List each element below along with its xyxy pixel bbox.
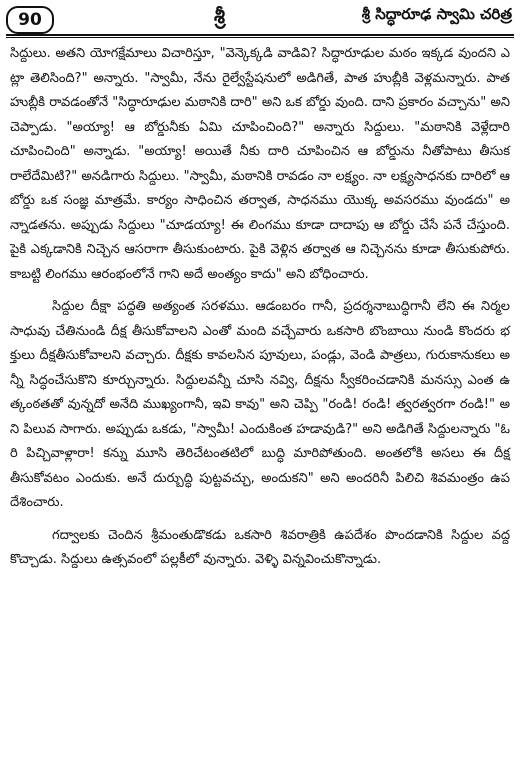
header-rule-thin xyxy=(6,37,514,38)
page-body xyxy=(10,42,510,581)
header-rule xyxy=(6,34,514,36)
page-number: 90 xyxy=(6,6,54,34)
paragraph-2: సిద్దుల దీక్షా పద్ధతి అత్యంత సరళము. ఆడంబరం గానీ, ప్రదర్శనాబుద్ధిగానీ లేని ఈ నిర్మల సాధువు చేతినుండి దీక్ష తీసుకోవాలని ఎంతో మంది వచ్చేవారు ఒకసారి బొంబాయి నుండి కొందరు భక్తులు దీక్షతీసుకోవాలని వచ్చారు. దీక్షకు కావలసిన పూవులు, పండ్లు, వెండి పాత్రలు, గురుకానుకలు అన్నీ సిద్ధంచేసుకొని కూర్చున్నారు. సిద్దులవన్నీ చూసి నవ్వి, దీక్షను స్వీకరించడానికి మనస్సు ఎంత ఉత్కంఠతతో వున్నదో అనేది ముఖ్యంగానీ, ఇవి కావు" అని చెప్పి "రండి! రండి! త్వరత్వరగా రండి!" అని పిలువ సాగారు. అప్పుడు ఒకడు, "స్వామీ! ఎందుకింత హడావుడి?" అని అడిగితే సిద్దులన్నారు "ఓరి పిచ్చివాళ్లారా! కన్ను మూసి తెరిచేటంతటిలో బుద్ధి మారిపోతుంది. అంతలోకి అసలు ఈ దీక్ష తీసుకోవటం ఎందుకు. అనే దుర్బుద్ధి పుట్టవచ్చు, అందుకని" అని అందరినీ పిలిచి శివమంత్రం ఉపదేశించారు. xyxy=(10,299,510,510)
header-logo: శ్రీ xyxy=(214,4,225,28)
page-header xyxy=(0,0,520,36)
book-title: శ్రీ సిద్ధారూఢ స్వామి చరిత్ర xyxy=(361,5,512,23)
paragraph-3: గద్వాలకు చెందిన శ్రీమంతుడొకడు ఒకసారి శివరాత్రికి ఉపదేశం పొందడానికి సిద్దుల వద్దకొచ్చాడు. సిద్దులు ఉత్సవంలో పల్లకీలో వున్నారు. వెళ్ళి విన్నవించుకొన్నాడు. xyxy=(10,527,510,567)
paragraph-1: సిద్దులు. అతని యోగక్షేమాలు విచారిస్తూ, "వెన్కెక్కడి వాడివి? సిద్ధారూఢుల మఠం ఇక్కడ వుందని ఎట్లా తెలిసింది?" అన్నారు. "స్వామీ, నేను రైల్వేస్టేషనులో అడిగితే, పాత హుబ్లీకి వెళ్లమన్నారు. పాత హుబ్లీకి రావడంతోనే "సిద్ధారూఢుల మఠానికి దారి" అని ఒక బోర్డు వుంది. దాని ప్రకారం వచ్చాను" అని చెప్పాడు. "అయ్యా! ఆ బోర్డునీకు ఏమి చూపించింది?" అన్నారు సిద్దులు. "మఠానికి వెళ్లేదారి చూపించింది" అన్నాడు. "అయ్యా! అయితే నీకు దారి చూపించిన ఆ బోర్డును నీతోపాటు తీసుకరాలేదేమిటి?" అనడిగారు సిద్దులు. "స్వామీ, మఠానికి రావడం నా లక్ష్యం. నా లక్ష్యసాధనకు దారిలో ఆ బోర్డు ఒక సంజ్ఞ మాత్రమే. కార్యం సాధించిన తర్వాత, సాధనము యొక్క అవసరము వుండదు" అన్నాడతను. అప్పుడు సిద్దులు "చూడయ్యా! ఈ లింగము కూడా దాదాపు ఆ బోర్డు చేసే పనే చేస్తుంది. పైకి ఎక్కడానికి నిచ్చెన ఆసరాగా తీసుకుంటారు. పైకి వెళ్లిన తర్వాత ఆ నిచ్చెనను కూడా తీసుకుపోరు. కాబట్టి లింగము ఆరంభంలోనే గాని అదే అంత్యం కాదు" అని బోధించారు. xyxy=(10,46,510,282)
